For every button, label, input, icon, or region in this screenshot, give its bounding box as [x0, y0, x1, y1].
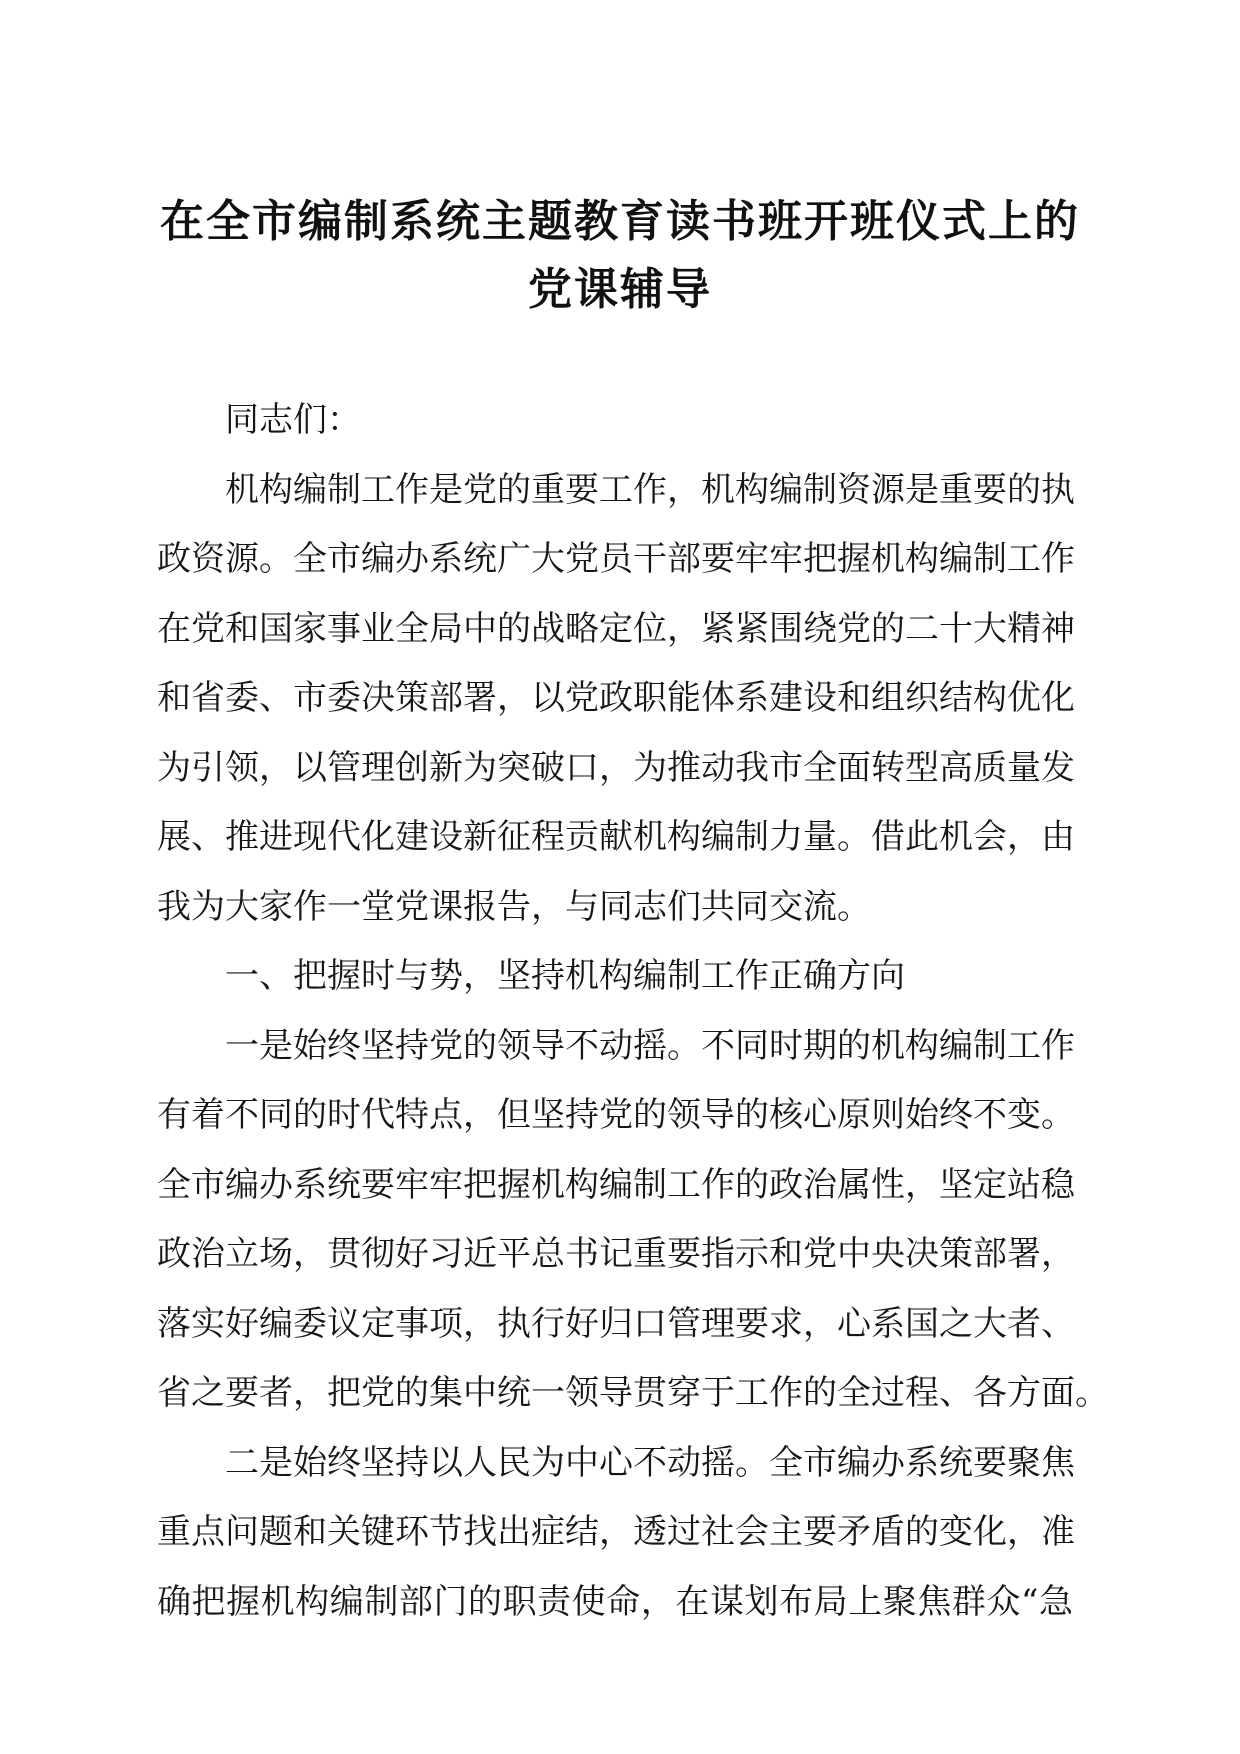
text-line: 一是始终坚持党的领导不动摇。不同时期的机构编制工作 [225, 1025, 1075, 1066]
text-line: 二是始终坚持以人民为中心不动摇。全市编办系统要聚焦 [225, 1442, 1075, 1483]
text-line: 确把握机构编制部门的职责使命，在谋划布局上聚焦群众“急 [157, 1581, 1073, 1622]
salutation [157, 386, 1073, 456]
salutation-text: 同志们： [225, 400, 361, 440]
text-line: 重点问题和关键环节找出症结，透过社会主要矛盾的变化，准 [157, 1512, 1075, 1552]
text-line: 机构编制工作是党的重要工作，机构编制资源是重要的执 [225, 469, 1075, 510]
text-line: 政治立场，贯彻好习近平总书记重要指示和党中央决策部署， [157, 1234, 1075, 1274]
paragraph-intro [157, 456, 1073, 943]
text-line: 政资源。全市编办系统广大党员干部要牢牢把握机构编制工作 [157, 539, 1075, 579]
document-body [157, 386, 1109, 1637]
text-line: 有着不同的时代特点，但坚持党的领导的核心原则始终不变。 [157, 1095, 1075, 1135]
text-line: 为引领，以管理创新为突破口，为推动我市全面转型高质量发 [157, 747, 1075, 788]
text-line: 全市编办系统要牢牢把握机构编制工作的政治属性，坚定站稳 [157, 1164, 1075, 1205]
paragraph-party-leadership [157, 1012, 1109, 1429]
text-line: 和省委、市委决策部署，以党政职能体系建设和组织结构优化 [157, 678, 1075, 718]
document-title [140, 188, 1100, 324]
section-heading-text: 一、把握时与势，坚持机构编制工作正确方向 [225, 956, 905, 996]
section-heading [157, 942, 1073, 1012]
text-line: 落实好编委议定事项，执行好归口管理要求，心系国之大者、 [157, 1303, 1075, 1344]
text-line: 在党和国家事业全局中的战略定位，紧紧围绕党的二十大精神 [157, 608, 1075, 649]
paragraph-people-centered [157, 1429, 1073, 1638]
title-line-2: 党课辅导 [528, 264, 712, 315]
text-line: 我为大家作一堂党课报告，与同志们共同交流。 [157, 886, 871, 927]
title-line-1: 在全市编制系统主题教育读书班开班仪式上的 [160, 196, 1080, 247]
text-line: 展、推进现代化建设新征程贡献机构编制力量。借此机会，由 [157, 817, 1075, 857]
text-line: 省之要者，把党的集中统一领导贯穿于工作的全过程、各方面。 [157, 1373, 1109, 1413]
